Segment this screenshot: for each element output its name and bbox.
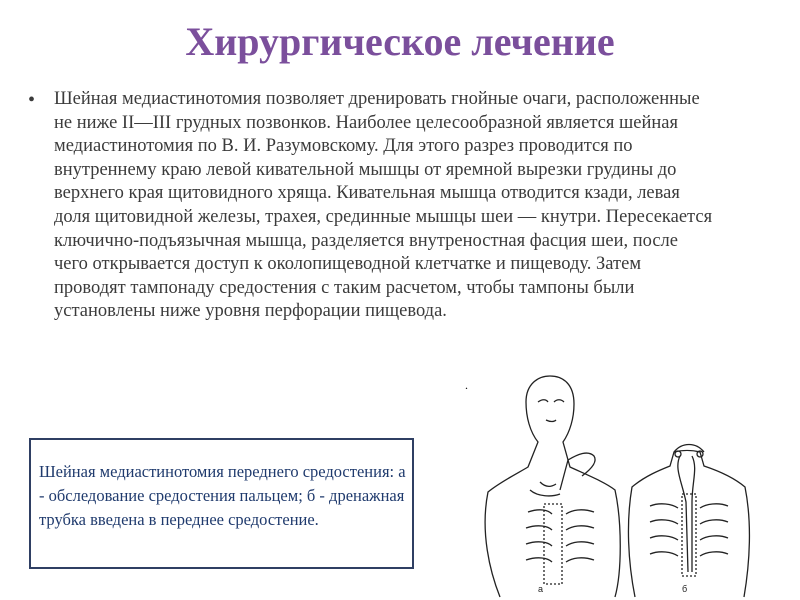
mediastinotomy-illustration	[460, 372, 760, 600]
figure-b	[628, 445, 749, 598]
label-a: а	[538, 584, 544, 594]
caption-box	[29, 438, 414, 569]
bullet-marker: •	[28, 89, 36, 111]
label-b: б	[682, 584, 688, 594]
caption-text: Шейная медиастинотомия переднего средостения: а - обследование средостения пальцем; б - дренажная трубка введена в переднее средостение.	[39, 462, 406, 529]
stray-mark: .	[465, 378, 468, 392]
figure-a	[485, 376, 620, 597]
slide-title: Хирургическое лечение	[185, 19, 615, 64]
body-text: Шейная медиастинотомия позволяет дренировать гнойные очаги, расположенные не ниже II—III грудных позвонков. Наиболее целесообразной является шейная медиастинотомия по В. И. Разумовскому. Для этого разрез проводится по внутреннему краю левой кивательной мышцы от яремной вырезки грудины до верхнего края щитовидного хряща. Кивательная мышца отводится кзади, левая доля щитовидной железы, трахея, срединные мышцы шеи — кнутри. Пересекается ключично-подъязычная мышца, разделяется внутреностная фасция шеи, после чего открывается доступ к околопищеводной клетчатке и пищеводу. Затем проводят тампонаду средостения с таким расчетом, чтобы тампоны были установлены ниже уровня перфорации пищевода.	[54, 89, 713, 322]
